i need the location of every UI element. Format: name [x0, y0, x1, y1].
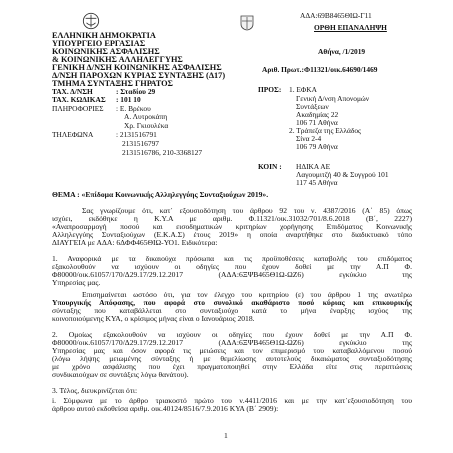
page-number: 1	[224, 431, 228, 440]
intro-line: ισχύει, εκδόθηκε η Κ.Υ.Α με αριθμ. Φ.11321/οικ.31032/701/8.6.2018 (Β΄, 2227)	[52, 214, 412, 223]
ministry-line-1: ΕΛΛΗΝΙΚΗ ΔΗΜΟΚΡΑΤΙΑ	[52, 31, 156, 40]
koin-label: ΚΟΙΝ :	[258, 162, 282, 171]
postal-code-value: : 101 10	[116, 95, 141, 104]
intro-line: ΔΙΑΥΓΕΙΑ με ΑΔΑ: 6ΔΦΦ465ΘΙΩ-ΥΟ1. Ειδικότερα:	[52, 238, 218, 247]
paragraph-3-line: 3. Τέλος, διευκρινίζεται ότι:	[52, 386, 138, 395]
intro-line: «Αναπροσαρμογή ποσού και εισοδηματικών κριτηρίων χορήγησης Επιδόματος Κοινωνικής	[52, 222, 412, 231]
phone-value: : 2131516791	[116, 130, 157, 139]
greek-emblem-icon	[82, 12, 100, 30]
recipient-line: 1. ΕΦΚΑ	[289, 85, 317, 94]
info-label: ΠΛΗΡΟΦΟΡΙΕΣ	[52, 104, 104, 113]
paragraph-2-line: Υπηρεσίας μας και όσον αφορά τις μειώσεις και τον επιμερισμό του καταβαλλόμενου ποσού	[52, 346, 412, 355]
paragraph-1-line: 1. Αναφορικά με τα δικαιούχα πρόσωπα και τις προϋποθέσεις καταβολής του επιδόματος	[52, 254, 412, 263]
coat-of-arms-icon	[240, 15, 254, 31]
paragraph-2-line: Φ80000/οικ.61057/170/Δ29.17/29.12.2017 (ΑΔΑ:6ΞΨΒ465Θ1Ω-ΩΖ6) εγκύκλιο της	[52, 338, 412, 347]
subject: ΘΕΜΑ : «Επίδομα Κοινωνικής Αλληλεγγύης Συνταξιούχων 2019».	[52, 190, 269, 199]
phone-value-2: 2131516797	[122, 139, 159, 148]
phone-label: ΤΗΛΕΦΩΝΑ	[52, 130, 94, 139]
ministry-line-6: Δ/ΝΣΗ ΠΑΡΟΧΩΝ ΚΥΡΙΑΣ ΣΥΝΤΑΞΗΣ (Δ17)	[52, 71, 226, 80]
intro-line: Σας γνωρίζουμε ότι, κατ᾽ εξουσιοδότηση του άρθρου 92 του ν. 4387/2016 (Α΄ 85) όπως	[82, 206, 412, 215]
koin-line: 117 45 Αθήνα	[296, 178, 338, 187]
info-value-3: Χρ. Γκιουλέκα	[124, 121, 169, 130]
paragraph-1-line: Φ80000/οικ.61057/170/Δ29.17/29.12.2017 (ΑΔΑ:6ΞΨΒ465Θ1Ω-ΩΖ6) εγκύκλιο της	[52, 270, 412, 279]
paragraph-3-line: άρθρου αυτού εκδοθείσα αριθμ. οικ.40124/8516/7.9.2016 ΚΥΑ (Β΄ 2909):	[52, 404, 279, 413]
paragraph-1b-line: κοινοποιούμενης ΚΥΑ, ο κρίσιμος μήνας είναι ο Ιανουάριος 2018.	[52, 314, 255, 323]
intro-line: Αλληλεγγύης Συνταξιούχων (Ε.Κ.Α.Σ) έτους 2019» η οποία αναρτήθηκε στο διαδικτυακό τόπο	[52, 230, 412, 239]
recipient-line: Γενική Δ/νση Απονομών	[296, 94, 370, 103]
recipient-line: Σίνα 2-4	[296, 134, 322, 143]
postal-code-label: ΤΑΧ. ΚΩΔΙΚΑΣ	[52, 95, 106, 104]
recipient-line: Ακαδημίας 22	[296, 110, 339, 119]
paragraph-1b-line: Επισημαίνεται ωστόσο ότι, για τον έλεγχο του κριτηρίου (ε) του άρθρου 1 της ανωτέρω	[82, 290, 412, 299]
phone-value-3: 2131516786, 210-3368127	[122, 148, 203, 157]
paragraph-3-line: i. Σύμφωνα με το άρθρο τριακοστό πρώτο του ν.4411/2016 και με την κατ᾽εξουσιοδότηση του	[52, 396, 412, 405]
paragraph-1-line: Υπηρεσίας μας.	[52, 278, 101, 287]
recipient-line: 106 71 Αθήνα	[296, 118, 338, 127]
ministry-line-4: & ΚΟΙΝΩΝΙΚΗΣ ΑΛΛΗΛΕΓΓΥΗΣ	[52, 55, 183, 64]
paragraph-1b-line: σύνταξης που καταβάλλεται στο συνταξιούχο κατά το μήνα έναρξης ισχύος της	[52, 306, 412, 315]
paragraph-2-line: με χρόνο ασφάλισης που έχει πραγματοποιηθεί στην Ελλάδα είτε στις περιπτώσεις	[52, 362, 412, 371]
koin-line: Λαγουμιτζή 40 & Συγγρού 101	[296, 170, 389, 179]
info-value-2: Α. Λυτροκάπη	[124, 112, 168, 121]
recipient-line: 106 79 Αθήνα	[296, 142, 338, 151]
protocol-number: Αριθ. Πρωτ.:Φ11321/οικ.64690/1469	[262, 65, 378, 74]
paragraph-2-line: (λόγω λήψης μειωμένης σύνταξης ή με θεμελίωσης αυτοτελούς δικαιώματος συνταξιοδότησης	[52, 354, 412, 363]
info-value: : Ε. Βρέκου	[116, 104, 151, 113]
address-value: : Σταδίου 29	[116, 87, 156, 96]
ministry-line-2: ΥΠΟΥΡΓΕΙΟ ΕΡΓΑΣΙΑΣ	[52, 39, 146, 48]
paragraph-1-line: εξακολουθούν να ισχύουν οι οδηγίες που έχουν δοθεί με την Α.Π Φ.	[52, 262, 412, 271]
ada-code: ΑΔΑ:69Β8465ΘΙΩ-Γ11	[300, 11, 372, 20]
koin-line: ΗΔΙΚΑ ΑΕ	[296, 162, 331, 171]
paragraph-1b-line: Υπουργικής Απόφασης, που αφορά στο συνολικό ακαθάριστο ποσό κύριας και επικουρικής	[52, 298, 412, 307]
ministry-line-5: ΓΕΝΙΚΗ Δ/ΝΣΗ ΚΟΙΝΩΝΙΚΗΣ ΑΣΦΑΛΙΣΗΣ	[52, 63, 222, 72]
document-date: Αθήνα, /1/2019	[318, 47, 366, 56]
recipient-line: Συντάξεων	[296, 102, 329, 111]
recipient-line: 2. Τράπεζα της Ελλάδος	[289, 126, 361, 135]
address-label: ΤΑΧ. Δ/ΝΣΗ	[52, 87, 93, 96]
pros-label: ΠΡΟΣ:	[258, 85, 282, 94]
paragraph-2-line: 2. Ομοίως εξακολουθούν να ισχύουν οι οδηγίες που έχουν δοθεί με την Α.Π Φ.	[52, 330, 412, 339]
ministry-line-7: ΤΜΗΜΑ ΣΥΝΤΑΞΗΣ ΓΗΡΑΤΟΣ	[52, 79, 173, 88]
ministry-line-3: ΚΟΙΝΩΝΙΚΗΣ ΑΣΦΑΛΙΣΗΣ	[52, 47, 160, 56]
paragraph-2-line: συνδικαιούχων σε συντάξεις λόγω θανάτου).	[52, 370, 189, 379]
orthi-epanalipsi: ΟΡΘΗ ΕΠΑΝΑΛΗΨΗ	[314, 23, 387, 32]
